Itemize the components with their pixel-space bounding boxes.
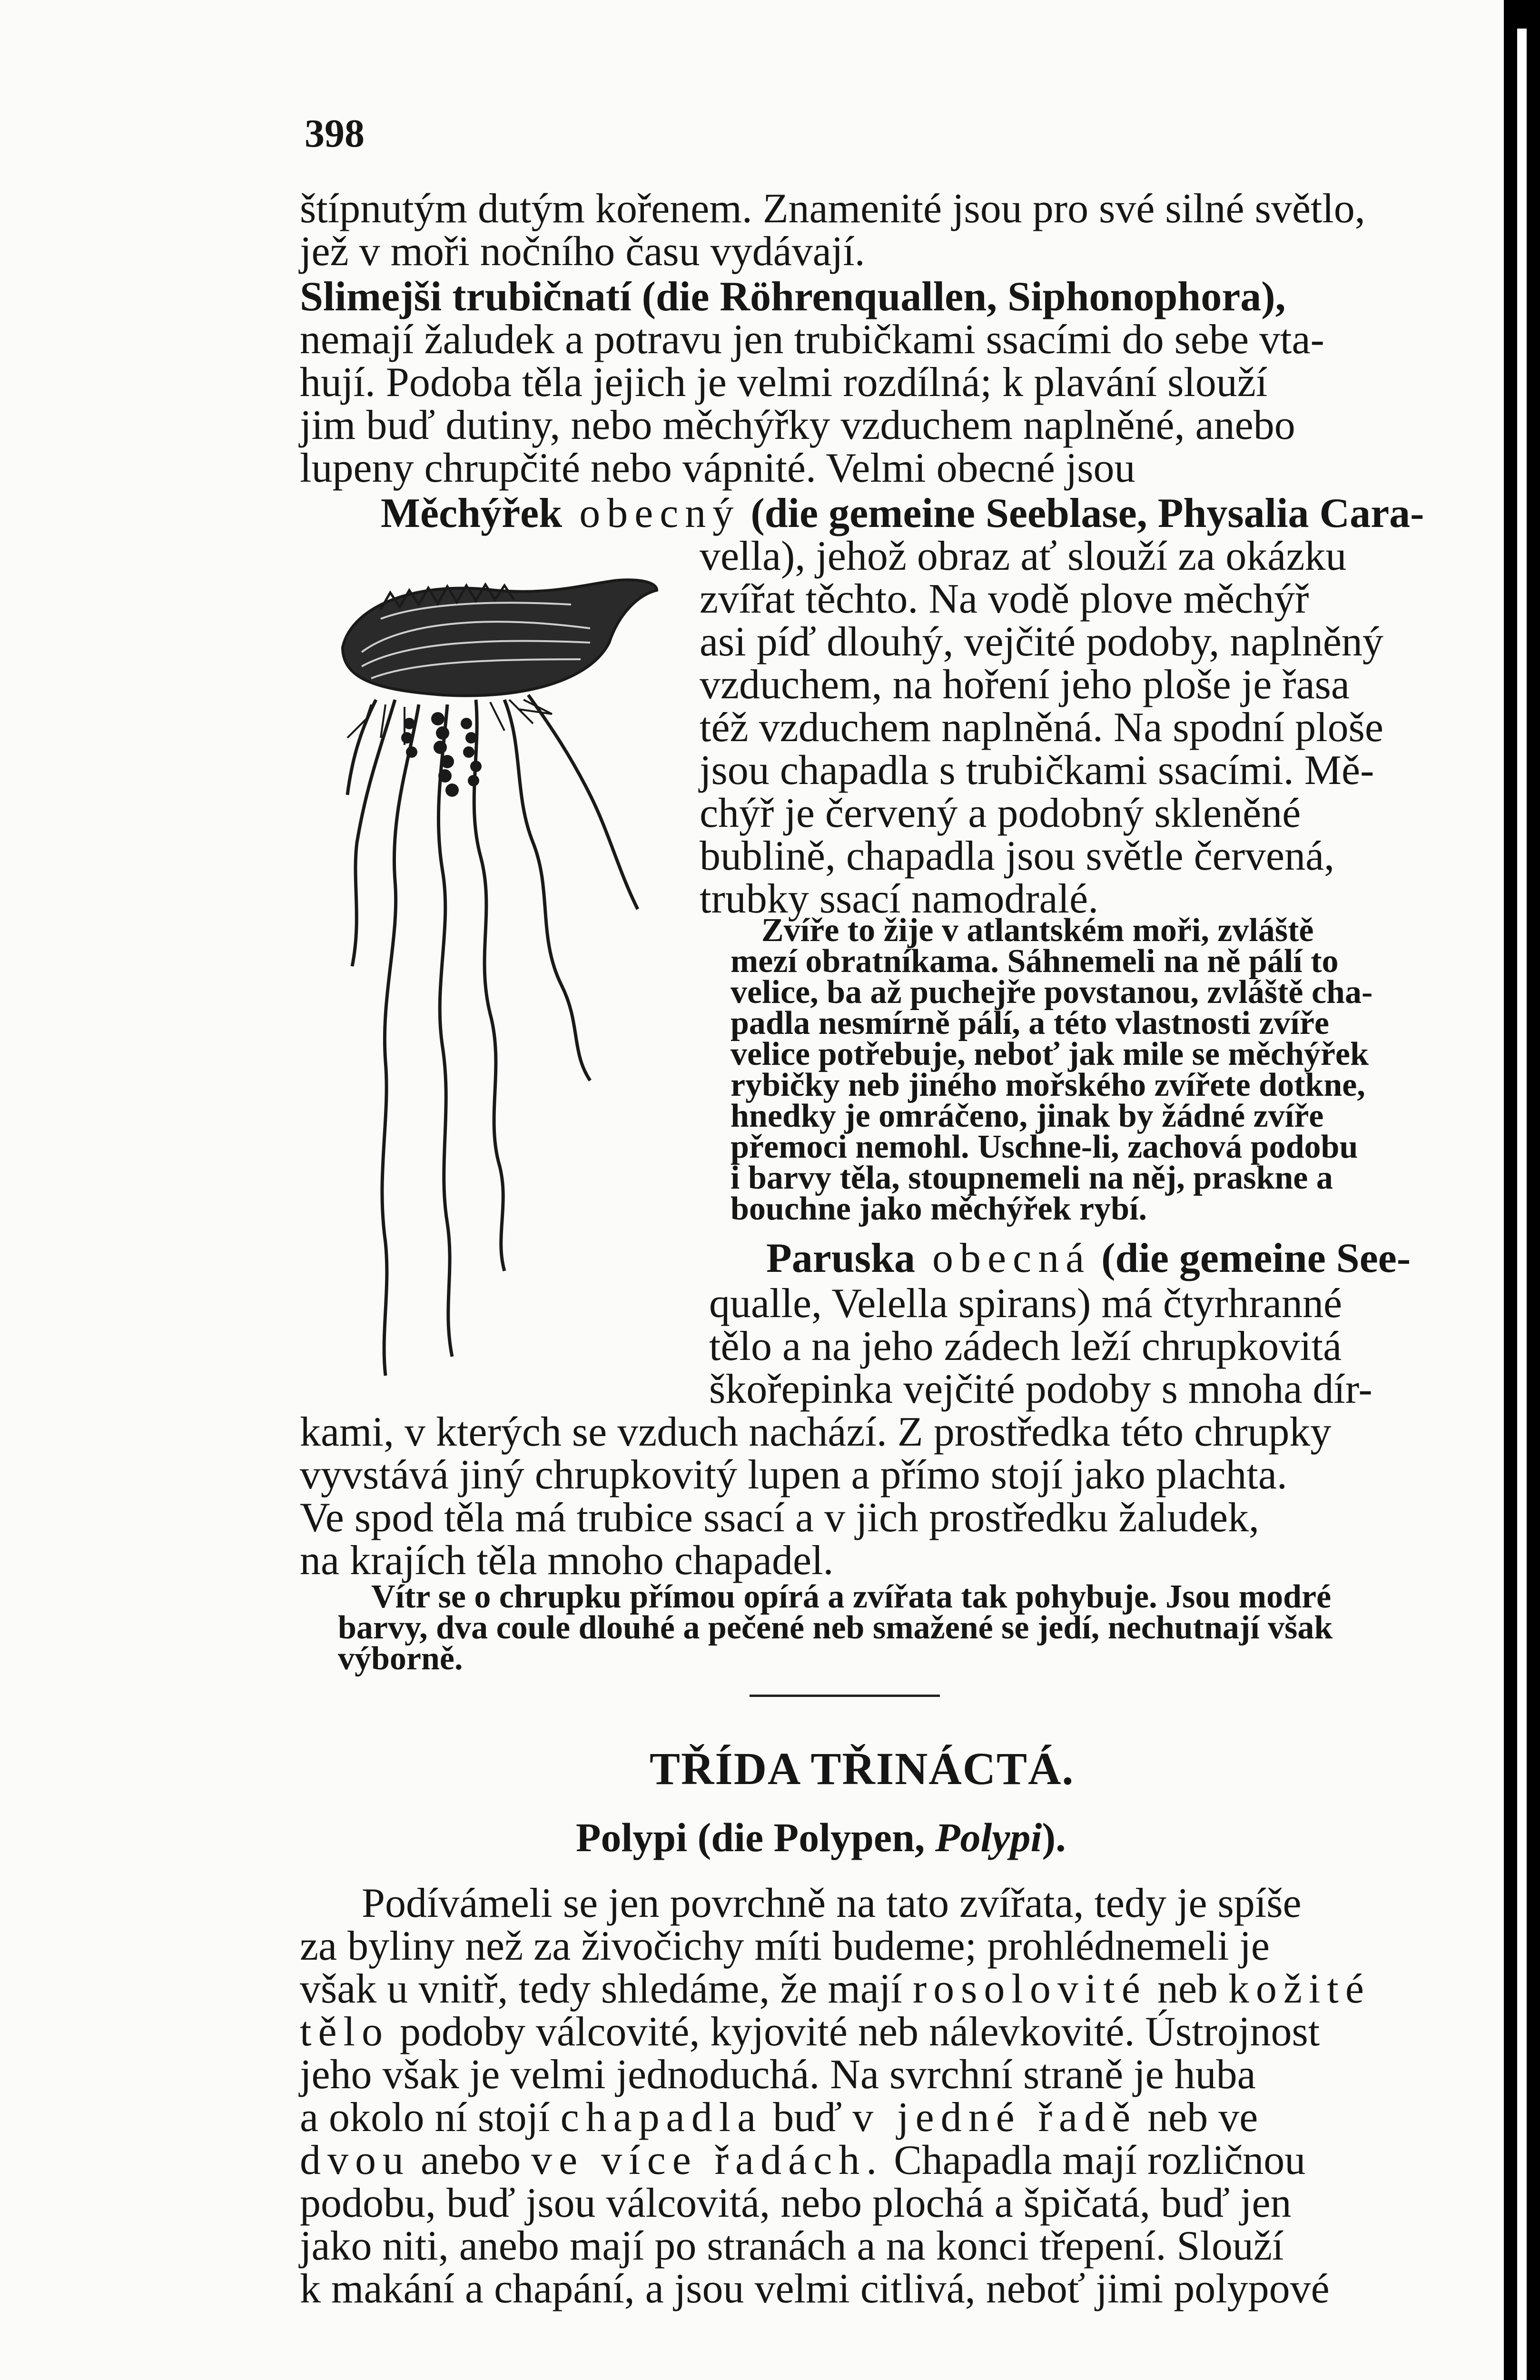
text-line xyxy=(766,1235,1411,1281)
text-line: bublině, chapadla jsou světle červená, xyxy=(700,833,1335,879)
class-subheading: Polypi (die Polypen, Polypi). xyxy=(576,1815,1066,1860)
text-line: hují. Podoba těla jejich je velmi rozdílná; k plavání slouží xyxy=(300,359,1268,406)
text-line: trubky ssací namodralé. xyxy=(700,876,1099,922)
text-line: na krajích těla mnoho chapadel. xyxy=(300,1537,834,1584)
text-line: kami, v kterých se vzduch nachází. Z prostředka této chrupky xyxy=(300,1409,1332,1455)
note-line: Vítr se o chrupku přímou opírá a zvířata tak pohybuje. Jsou modré xyxy=(371,1578,1332,1615)
note-line: velice potřebuje, neboť jak mile se měchýřek xyxy=(731,1036,1369,1072)
text-line: jeho však je velmi jednoduchá. Na svrchní straně je huba xyxy=(300,2052,1256,2098)
physalia-illustration xyxy=(324,547,704,1385)
text-line xyxy=(300,276,1286,318)
german-name: (die Röhrenquallen, Siphonophora), xyxy=(631,274,1286,320)
text-line: lupeny chrupčité nebo vápnité. Velmi obecné jsou xyxy=(300,445,1135,491)
term-spaced: obecná xyxy=(915,1235,1091,1281)
text-line: a okolo ní stojí chapadla buď v jedné řadě neb ve xyxy=(300,2094,1258,2141)
note-line: Zvíře to žije v atlantském moři, zvláště xyxy=(761,912,1314,949)
text-line: Podívámeli se jen povrchně na tato zvířata, tedy je spíše xyxy=(362,1880,1302,1926)
text-line: vyvstává jiný chrupkovitý lupen a přímo stojí jako plachta. xyxy=(300,1452,1287,1498)
term-mechyrek: Měchýřek xyxy=(381,490,563,536)
text-line: podobu, buď jsou válcovitá, nebo plochá a špičatá, buď jen xyxy=(300,2180,1292,2226)
text-line: nemají žaludek a potravu jen trubičkami ssacími do sebe vta- xyxy=(300,317,1324,363)
note-line: bouchne jako měchýřek rybí. xyxy=(731,1190,1147,1227)
text-line: dvou anebo ve více řadách. Chapadla mají rozličnou xyxy=(300,2137,1306,2183)
text-line: asi píď dlouhý, vejčité podoby, naplněný xyxy=(700,619,1383,665)
class-heading: TŘÍDA TŘINÁCTÁ. xyxy=(650,1743,1075,1794)
text-line: jako niti, anebo mají po stranách a na konci třepení. Slouží xyxy=(300,2223,1284,2269)
text-line: však u vnitř, tedy shledáme, že mají rosolovité neb kožité xyxy=(300,1966,1371,2012)
section-divider xyxy=(750,1695,940,1697)
text-line: též vzduchem naplněná. Na spodní ploše xyxy=(700,704,1383,751)
text-line: jsou chapadla s trubičkami ssacími. Mě- xyxy=(700,747,1374,793)
text-line: jim buď dutiny, nebo měchýřky vzduchem naplněné, anebo xyxy=(300,402,1295,448)
scan-edge xyxy=(1504,0,1540,2380)
term-siphonophora: Slimejši trubičnatí xyxy=(300,274,632,320)
text-line: vzduchem, na hoření jeho ploše je řasa xyxy=(700,662,1350,708)
text-line: za byliny než za živočichy míti budeme; prohlédnemeli je xyxy=(300,1923,1270,1969)
text-line: qualle, Velella spirans) má čtyrhranné xyxy=(709,1280,1343,1327)
text-line: tělo a na jeho zádech leží chrupkovitá xyxy=(709,1323,1342,1369)
text-line: tělo podoby válcovité, kyjovité neb nálevkovité. Ústrojnost xyxy=(300,2009,1320,2055)
german-name: (die gemeine Seeblase, Physalia Cara- xyxy=(740,490,1424,536)
note-line: barvy, dva coule dlouhé a pečené neb smažené se jedí, nechutnají však xyxy=(338,1609,1333,1646)
text-line: Ve spod těla má trubice ssací a v jich prostředku žaludek, xyxy=(300,1495,1260,1541)
note-line: hnedky je omráčeno, jinak by žádné zvíře xyxy=(731,1098,1324,1134)
note-line: padla nesmírně pálí, a této vlastnosti zvíře xyxy=(731,1005,1329,1041)
text-line: vella), jehož obraz ať slouží za okázku xyxy=(700,533,1347,579)
note-line: velice, ba až puchejře povstanou, zvláště cha- xyxy=(731,974,1373,1011)
note-line: přemoci nemohl. Uschne-li, zachová podobu xyxy=(731,1129,1358,1165)
note-line: mezí obratníkama. Sáhnemeli na ně pálí to xyxy=(731,943,1339,980)
text-line: zvířat těchto. Na vodě plove měchýř xyxy=(700,576,1309,622)
note-line: i barvy těla, stoupnemeli na něj, praskne a xyxy=(731,1160,1333,1196)
term-spaced: obecný xyxy=(562,490,740,536)
text-line: chýř je červený a podobný skleněné xyxy=(700,790,1301,836)
page-number: 398 xyxy=(305,111,365,156)
text-line: škořepinka vejčité podoby s mnoha dír- xyxy=(709,1366,1372,1412)
note-line: výborně. xyxy=(338,1640,463,1677)
text-line xyxy=(381,490,1424,536)
german-name: (die gemeine See- xyxy=(1091,1235,1411,1281)
text-line: k makání a chapání, a jsou velmi citlivá, neboť jimi polypové xyxy=(300,2266,1330,2312)
text-line: štípnutým dutým kořenem. Znamenité jsou pro své silné světlo, xyxy=(300,186,1365,232)
text-line: jež v moři nočního času vydávají. xyxy=(300,228,865,275)
note-line: rybičky neb jiného mořského zvířete dotkne, xyxy=(731,1067,1365,1103)
term-paruska: Paruska xyxy=(766,1235,915,1281)
